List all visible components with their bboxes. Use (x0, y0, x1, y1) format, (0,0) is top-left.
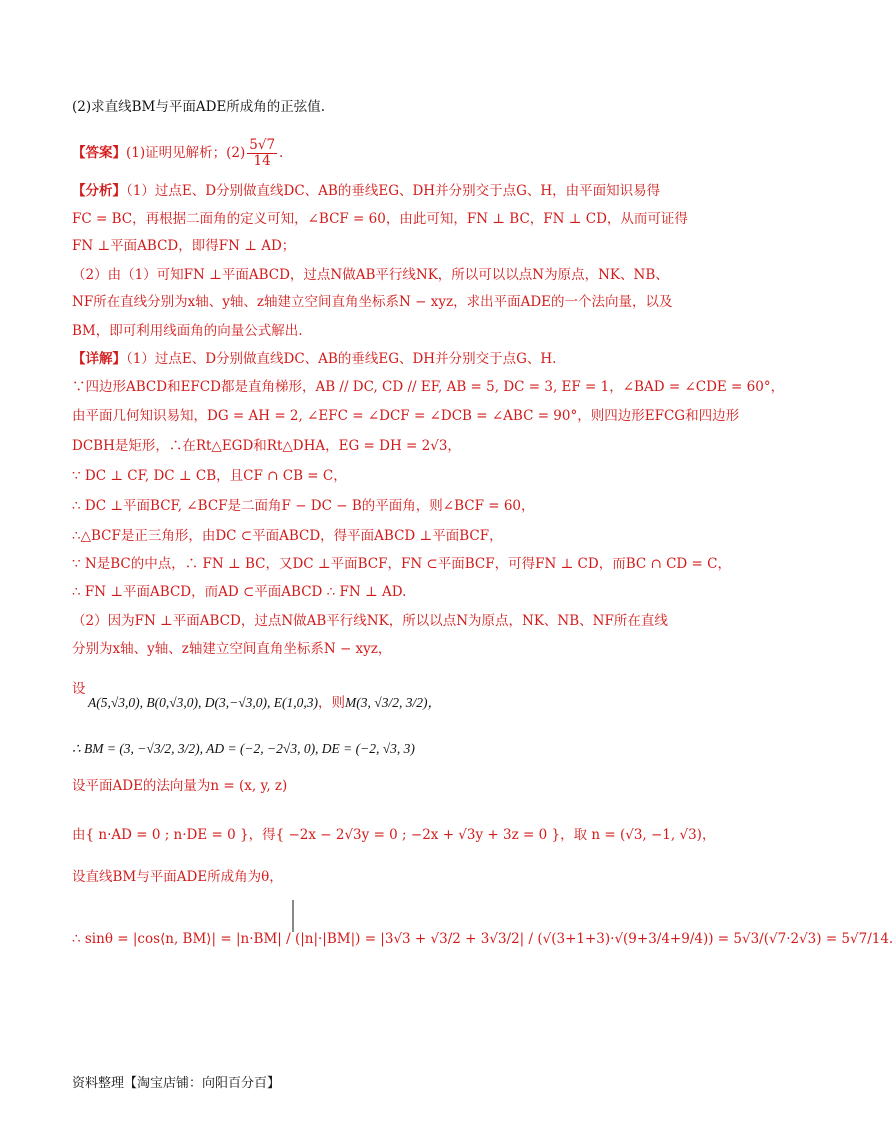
detail-label: 【详解】 (72, 351, 126, 367)
detail-line-5: ∵ DC ⊥ CF, DC ⊥ CB，且CF ∩ CB = C， (72, 468, 347, 484)
answer-part2-prefix: (2) (226, 145, 246, 161)
detail-line-16: 设直线BM与平面ADE所成角为θ， (72, 869, 283, 885)
detail-text-1: （1）过点E、D分别做直线DC、AB的垂线EG、DH并分别交于点G、H. (126, 351, 557, 367)
detail-line-7: ∴△BCF是正三角形，由DC ⊂平面ABCD，得平面ABCD ⊥平面BCF， (72, 528, 503, 544)
analysis-label: 【分析】 (72, 183, 126, 199)
answer-fraction-denominator: 14 (253, 153, 271, 169)
analysis-line-2: FC = BC，再根据二面角的定义可知，∠BCF = 60，由此可知，FN ⊥ BC，FN ⊥ CD，从而可证得 (72, 211, 688, 227)
sine-line: ∴ sinθ = |cos⟨n, BM⟩| = |n·BM| / (|n|·|BM|) = |3√3 + √3/2 + 3√3/2| / (√(3+1+3)·√(9+3/4+9/4)) = 5√3/(√7·2√3) = 5√7/14. (72, 931, 893, 947)
answer-fraction-numerator: 5√7 (249, 137, 276, 153)
analysis-line-6: BM，即可利用线面角的向量公式解出. (72, 323, 303, 339)
answer-part1: (1)证明见解析； (126, 145, 227, 161)
detail-line-2: ∵四边形ABCD和EFCD都是直角梯形，AB // DC, CD // EF, AB = 5, DC = 3, EF = 1，∠BAD = ∠CDE = 60°， (72, 379, 785, 395)
analysis-line-5: NF所在直线分别为x轴、y轴、z轴建立空间直角坐标系N − xyz，求出平面ADE的一个法向量，以及 (72, 294, 673, 310)
analysis-line-3: FN ⊥平面ABCD，即得FN ⊥ AD； (72, 238, 296, 254)
vector-line: ∴ BM = (3, −√3/2, 3/2), AD = (−2, −2√3, 0), DE = (−2, √3, 3) (72, 741, 415, 756)
answer-part2-suffix: . (279, 145, 284, 161)
analysis-line-4: （2）由（1）可知FN ⊥平面ABCD，过点N做AB平行线NK，所以可以以点N为原点，NK、NB、 (72, 267, 669, 283)
detail-line-11: 分别为x轴、y轴、z轴建立空间直角坐标系N − xyz， (72, 641, 392, 657)
question-text: (2)求直线BM与平面ADE所成角的正弦值. (72, 99, 326, 115)
detail-line-10: （2）因为FN ⊥平面ABCD，过点N做AB平行线NK，所以以点N为原点，NK、NB、NF所在直线 (72, 613, 668, 629)
detail-line-6: ∴ DC ⊥平面BCF, ∠BCF是二面角F − DC − B的平面角，则∠BCF = 60， (72, 498, 535, 514)
footer-text: 资料整理【淘宝店铺：向阳百分百】 (72, 1076, 281, 1091)
answer-label: 【答案】 (72, 145, 126, 161)
coordinates-text: A(5,√3,0), B(0,√3,0), D(3,−√3,0), E(1,0,3) (88, 695, 319, 710)
detail-line-9: ∴ FN ⊥平面ABCD，而AD ⊂平面ABCD ∴ FN ⊥ AD. (72, 584, 407, 600)
detail-line-3: 由平面几何知识易知，DG = AH = 2, ∠EFC = ∠DCF = ∠DCB = ∠ABC = 90°，则四边形EFCG和四边形 (72, 408, 740, 424)
detail-line-14: 设平面ADE的法向量为n = (x, y, z) (72, 778, 288, 794)
detail-12-prefix: 设 (72, 681, 86, 697)
detail-line-8: ∵ N是BC的中点，∴ FN ⊥ BC，又DC ⊥平面BCF，FN ⊂平面BCF，可得FN ⊥ CD，而BC ∩ CD = C， (72, 556, 731, 572)
analysis-text-1: （1）过点E、D分别做直线DC、AB的垂线EG、DH并分别交于点G、H，由平面知识易得 (126, 183, 661, 199)
point-m: M(3, √3/2, 3/2)， (345, 695, 441, 710)
detail-12-then: ，则 (318, 695, 346, 711)
detail-line-4: DCBH是矩形，∴在Rt△EGD和Rt△DHA，EG = DH = 2√3， (72, 438, 461, 454)
system-line: 由{ n·AD = 0 ; n·DE = 0 }，得{ −2x − 2√3y = 0 ; −2x + √3y + 3z = 0 }，取 n = (√3, −1, √3)， (72, 827, 716, 843)
